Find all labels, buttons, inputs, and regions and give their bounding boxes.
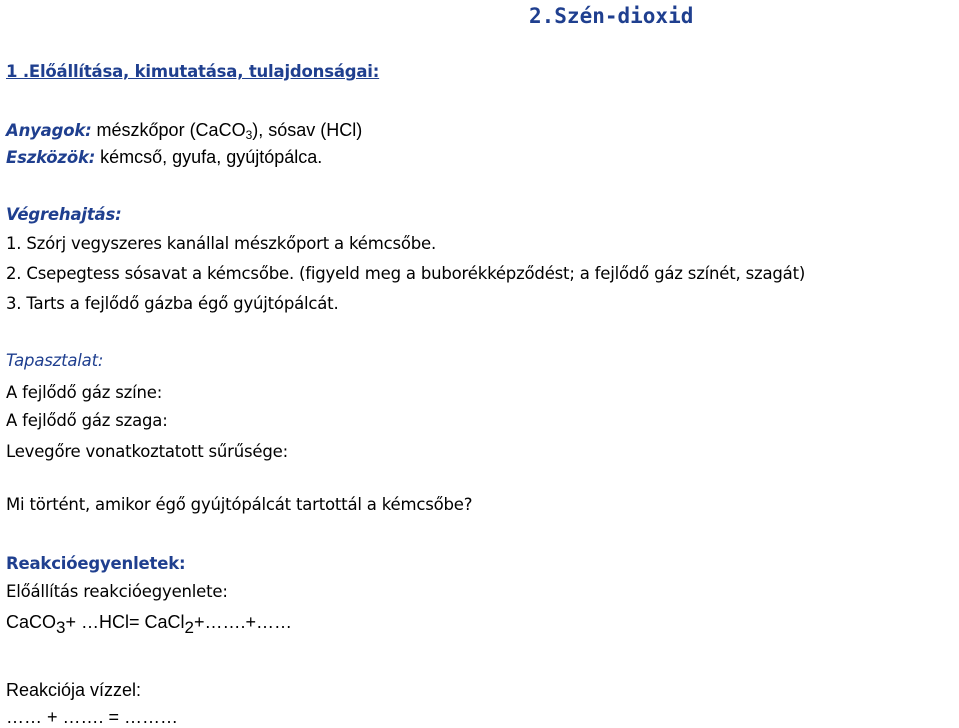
materials-line	[6, 121, 362, 141]
equation-subscript: 3	[56, 618, 66, 637]
observation-line: A fejlődő gáz szaga:	[6, 411, 168, 430]
section-heading: 1 .Előállítása, kimutatása, tulajdonságai:	[6, 62, 380, 81]
procedure-step: 2. Csepegtess sósavat a kémcsőbe. (figyeld meg a buborékképződést; a fejlődő gáz színét, szagát)	[6, 264, 806, 283]
water-label: Reakciója vízzel:	[6, 680, 142, 700]
equation-part: CaCO	[6, 612, 57, 632]
observation-heading: Tapasztalat:	[6, 351, 104, 370]
tools-label: Eszközök:	[6, 148, 96, 167]
tools-text: kémcső, gyufa, gyújtópálca.	[95, 147, 323, 167]
water-equation: …… + ……. = ………	[6, 707, 179, 727]
production-equation	[6, 613, 292, 636]
materials-subscript: 3	[245, 128, 253, 142]
procedure-heading: Végrehajtás:	[6, 205, 122, 224]
production-label: Előállítás reakcióegyenlete:	[6, 582, 228, 601]
equations-heading: Reakcióegyenletek:	[6, 554, 186, 573]
equation-part: + …HCl= CaCl	[65, 612, 185, 632]
question-text: Mi történt, amikor égő gyújtópálcát tartottál a kémcsőbe?	[6, 495, 473, 514]
page-title: 2.Szén-dioxid	[529, 4, 694, 28]
observation-line: Levegőre vonatkoztatott sűrűsége:	[6, 442, 288, 461]
materials-text-after: ), sósav (HCl)	[252, 120, 363, 140]
procedure-step: 1. Szórj vegyszeres kanállal mészkőport a kémcsőbe.	[6, 234, 437, 253]
tools-line	[6, 148, 322, 167]
observation-line: A fejlődő gáz színe:	[6, 383, 163, 402]
materials-label: Anyagok:	[6, 121, 92, 140]
equation-subscript: 2	[184, 618, 194, 637]
equation-part: +…….+……	[193, 612, 293, 632]
materials-text-before: mészkőpor (CaCO	[91, 120, 246, 140]
procedure-step: 3. Tarts a fejlődő gázba égő gyújtópálcát.	[6, 294, 339, 313]
